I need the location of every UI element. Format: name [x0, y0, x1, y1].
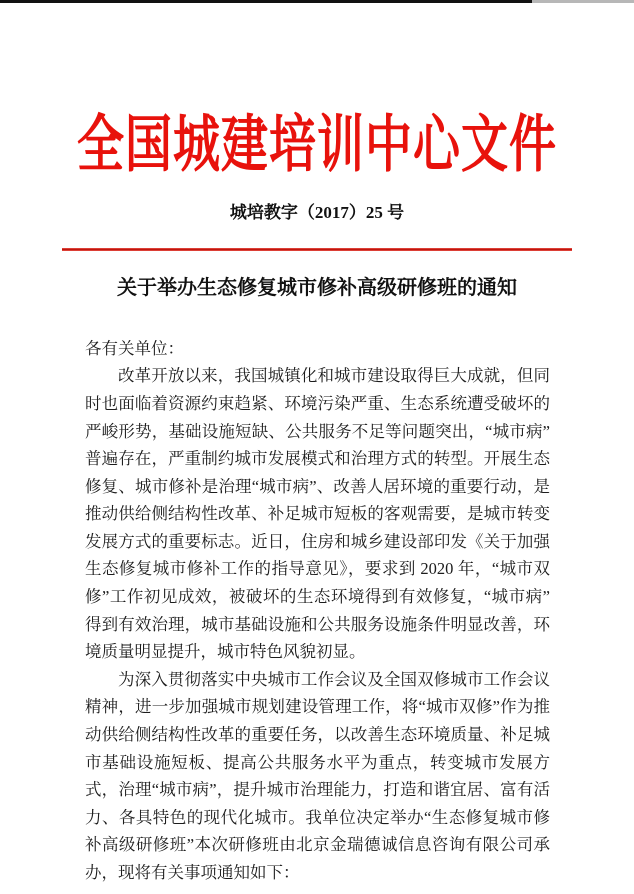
salutation: 各有关单位：: [85, 338, 184, 358]
letterhead-org-title: 全国城建培训中心文件: [77, 111, 557, 181]
letterhead-red-divider: [62, 248, 572, 251]
notice-title: 关于举办生态修复城市修补高级研修班的通知: [117, 276, 517, 299]
scan-edge-artifact: [0, 0, 634, 3]
document-body: [85, 335, 550, 887]
body-paragraph-2: 为深入贯彻落实中央城市工作会议及全国双修城市工作会议精神，进一步加强城市规划建设管理工作，将“城市双修”作为推动供给侧结构性改革的重要任务，以改善生态环境质量、补足城市基础设施短板、提高公共服务水平为重点，转变城市发展方式，治理“城市病”，提升城市治理能力，打造和谐宜居、富有活力、各具特色的现代化城市。我单位决定举办“生态修复城市修补高级研修班”本次研修班由北京金瑞德诚信息咨询有限公司承办，现将有关事项通知如下：: [85, 669, 550, 883]
scan-edge-light-segment: [532, 0, 634, 3]
body-paragraph-1: 改革开放以来，我国城镇化和城市建设取得巨大成就，但同时也面临着资源约束趋紧、环境污染严重、生态系统遭受破坏的严峻形势，基础设施短缺、公共服务不足等问题突出，“城市病”普遍存在，严重制约城市发展模式和治理方式的转型。开展生态修复、城市修补是治理“城市病”、改善人居环境的重要行动，是推动供给侧结构性改革、补足城市短板的客观需要，是城市转变发展方式的重要标志。近日，住房和城乡建设部印发《关于加强生态修复城市修补工作的指导意见》，要求到 2020 年，“城市双修”工作初见成效，被破坏的生态环境得到有效修复，“城市病”得到有效治理，城市基础设施和公共服务设施条件明显改善，环境质量明显提升，城市特色风貌初显。: [85, 366, 550, 662]
scan-edge-dark-segment: [0, 0, 532, 3]
document-number: 城培教字（2017）25 号: [229, 203, 405, 223]
